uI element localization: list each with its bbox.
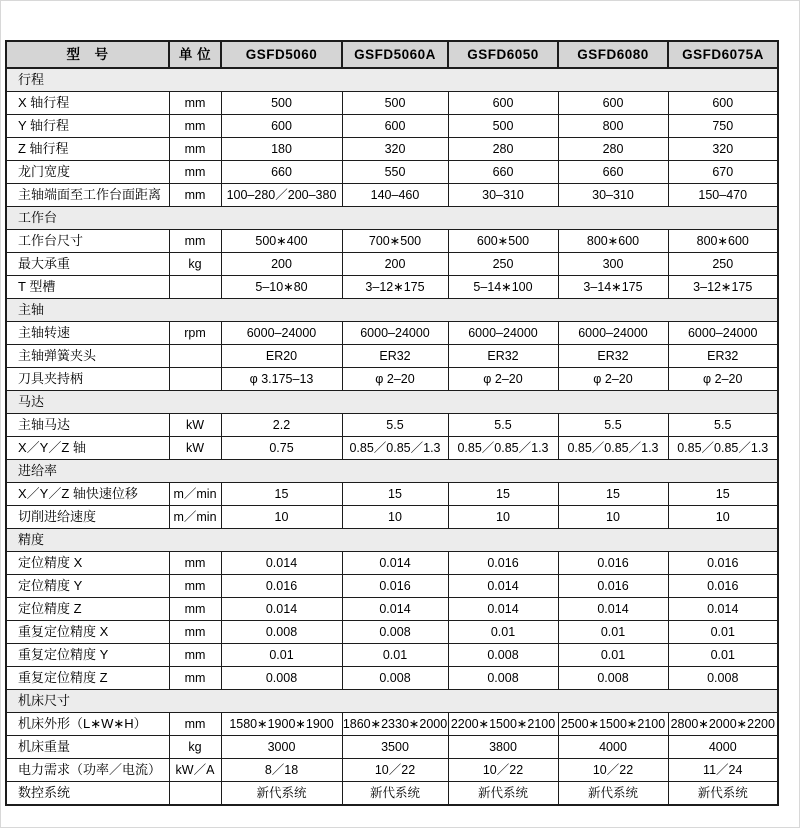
spec-row — [6, 759, 778, 782]
section-title: 机床尺寸 — [6, 690, 778, 713]
unit-cell: kW — [169, 414, 221, 437]
value-cell: 2500∗1500∗2100 — [558, 713, 668, 736]
value-cell: 600 — [221, 115, 342, 138]
row-label: 主轴弹簧夹头 — [6, 345, 169, 368]
value-cell: 2200∗1500∗2100 — [448, 713, 558, 736]
row-label: 电力需求（功率／电流） — [6, 759, 169, 782]
value-cell: 660 — [221, 161, 342, 184]
spec-row — [6, 414, 778, 437]
row-label: X／Y／Z 轴 — [6, 437, 169, 460]
section-title: 进给率 — [6, 460, 778, 483]
unit-cell: mm — [169, 667, 221, 690]
value-cell: 140–460 — [342, 184, 448, 207]
value-cell: 10 — [668, 506, 778, 529]
spec-row — [6, 253, 778, 276]
value-cell: 6000–24000 — [558, 322, 668, 345]
value-cell: 4000 — [558, 736, 668, 759]
spec-table-body — [6, 41, 778, 805]
value-cell: 0.008 — [221, 621, 342, 644]
value-cell: 2.2 — [221, 414, 342, 437]
value-cell: 180 — [221, 138, 342, 161]
value-cell: 5.5 — [342, 414, 448, 437]
section-header-row — [6, 391, 778, 414]
row-label: 工作台尺寸 — [6, 230, 169, 253]
value-cell: 0.85／0.85／1.3 — [668, 437, 778, 460]
unit-cell: mm — [169, 161, 221, 184]
row-label: 定位精度 Y — [6, 575, 169, 598]
row-label: 最大承重 — [6, 253, 169, 276]
spec-row — [6, 184, 778, 207]
value-cell: 280 — [448, 138, 558, 161]
value-cell: 0.008 — [221, 667, 342, 690]
value-cell: 600 — [342, 115, 448, 138]
value-cell: 5.5 — [558, 414, 668, 437]
value-cell: ER20 — [221, 345, 342, 368]
value-cell: 0.014 — [448, 575, 558, 598]
value-cell: 600 — [668, 92, 778, 115]
spec-row — [6, 345, 778, 368]
row-label: 数控系统 — [6, 782, 169, 806]
section-title: 工作台 — [6, 207, 778, 230]
value-cell: 0.008 — [448, 644, 558, 667]
value-cell: 3500 — [342, 736, 448, 759]
section-header-row — [6, 529, 778, 552]
unit-cell: mm — [169, 575, 221, 598]
value-cell: 0.01 — [221, 644, 342, 667]
spec-row — [6, 736, 778, 759]
unit-cell: rpm — [169, 322, 221, 345]
value-cell: 0.014 — [668, 598, 778, 621]
value-cell: 3800 — [448, 736, 558, 759]
unit-cell — [169, 782, 221, 806]
value-cell: 320 — [668, 138, 778, 161]
value-cell: φ 2–20 — [558, 368, 668, 391]
value-cell: 660 — [448, 161, 558, 184]
spec-row — [6, 667, 778, 690]
value-cell: 0.016 — [558, 575, 668, 598]
unit-cell: kW／A — [169, 759, 221, 782]
value-cell: 0.014 — [221, 552, 342, 575]
row-label: 重复定位精度 Z — [6, 667, 169, 690]
value-cell: 320 — [342, 138, 448, 161]
value-cell: 0.008 — [342, 621, 448, 644]
row-label: 定位精度 X — [6, 552, 169, 575]
value-cell: ER32 — [342, 345, 448, 368]
section-title: 精度 — [6, 529, 778, 552]
value-cell: 600∗500 — [448, 230, 558, 253]
value-cell: 0.016 — [221, 575, 342, 598]
value-cell: 0.008 — [668, 667, 778, 690]
unit-cell: mm — [169, 115, 221, 138]
spec-row — [6, 713, 778, 736]
value-cell: 0.016 — [342, 575, 448, 598]
unit-cell: mm — [169, 138, 221, 161]
value-cell: ER32 — [448, 345, 558, 368]
value-cell: 0.01 — [342, 644, 448, 667]
value-cell: 1580∗1900∗1900 — [221, 713, 342, 736]
value-cell: 15 — [668, 483, 778, 506]
row-label: 重复定位精度 Y — [6, 644, 169, 667]
row-label: T 型槽 — [6, 276, 169, 299]
spec-row — [6, 92, 778, 115]
value-cell: φ 2–20 — [668, 368, 778, 391]
value-cell: 250 — [668, 253, 778, 276]
value-cell: 6000–24000 — [668, 322, 778, 345]
row-label: 主轴端面至工作台面距离 — [6, 184, 169, 207]
value-cell: 0.014 — [558, 598, 668, 621]
value-cell: 6000–24000 — [342, 322, 448, 345]
section-header-row — [6, 460, 778, 483]
spec-row — [6, 621, 778, 644]
value-cell: 10／22 — [342, 759, 448, 782]
value-cell: 3000 — [221, 736, 342, 759]
unit-cell — [169, 368, 221, 391]
value-cell: 0.014 — [448, 598, 558, 621]
value-cell: 10 — [448, 506, 558, 529]
value-cell: 0.016 — [558, 552, 668, 575]
value-cell: 15 — [342, 483, 448, 506]
row-label: Z 轴行程 — [6, 138, 169, 161]
unit-cell: m／min — [169, 506, 221, 529]
value-cell: 300 — [558, 253, 668, 276]
value-cell: 200 — [342, 253, 448, 276]
spec-row — [6, 368, 778, 391]
value-cell: 0.01 — [448, 621, 558, 644]
spec-row — [6, 483, 778, 506]
spec-row — [6, 644, 778, 667]
value-cell: 10 — [221, 506, 342, 529]
value-cell: 800∗600 — [558, 230, 668, 253]
unit-cell: mm — [169, 621, 221, 644]
model-name-header: GSFD6080 — [558, 41, 668, 68]
model-name-header: GSFD6050 — [448, 41, 558, 68]
value-cell: φ 2–20 — [342, 368, 448, 391]
value-cell: 0.85／0.85／1.3 — [448, 437, 558, 460]
row-label: 刀具夹持柄 — [6, 368, 169, 391]
spec-row — [6, 782, 778, 806]
row-label: 机床外形（L∗W∗H） — [6, 713, 169, 736]
value-cell: 6000–24000 — [221, 322, 342, 345]
row-label: 主轴马达 — [6, 414, 169, 437]
value-cell: 11／24 — [668, 759, 778, 782]
model-name-header: GSFD6075A — [668, 41, 778, 68]
value-cell: 6000–24000 — [448, 322, 558, 345]
spec-row — [6, 575, 778, 598]
unit-cell: kg — [169, 736, 221, 759]
row-label: 机床重量 — [6, 736, 169, 759]
value-cell: 5–14∗100 — [448, 276, 558, 299]
row-label: 主轴转速 — [6, 322, 169, 345]
value-cell: 700∗500 — [342, 230, 448, 253]
value-cell: 660 — [558, 161, 668, 184]
section-title: 主轴 — [6, 299, 778, 322]
value-cell: 30–310 — [558, 184, 668, 207]
value-cell: 4000 — [668, 736, 778, 759]
value-cell: 500 — [221, 92, 342, 115]
unit-cell: mm — [169, 552, 221, 575]
spec-row — [6, 598, 778, 621]
section-header-row — [6, 68, 778, 92]
value-cell: 500 — [448, 115, 558, 138]
unit-cell: mm — [169, 713, 221, 736]
value-cell: 800∗600 — [668, 230, 778, 253]
value-cell: 500 — [342, 92, 448, 115]
value-cell: 200 — [221, 253, 342, 276]
value-cell: 600 — [448, 92, 558, 115]
value-cell: 8／18 — [221, 759, 342, 782]
unit-cell: m／min — [169, 483, 221, 506]
spec-row — [6, 276, 778, 299]
value-cell: ER32 — [558, 345, 668, 368]
section-header-row — [6, 299, 778, 322]
unit-column-header: 单 位 — [169, 41, 221, 68]
value-cell: 10／22 — [448, 759, 558, 782]
row-label: X 轴行程 — [6, 92, 169, 115]
value-cell: 750 — [668, 115, 778, 138]
spec-row — [6, 322, 778, 345]
value-cell: 250 — [448, 253, 558, 276]
value-cell: 15 — [558, 483, 668, 506]
unit-cell — [169, 345, 221, 368]
value-cell: 0.016 — [448, 552, 558, 575]
value-cell: 600 — [558, 92, 668, 115]
value-cell: 0.008 — [448, 667, 558, 690]
row-label: Y 轴行程 — [6, 115, 169, 138]
value-cell: 0.008 — [342, 667, 448, 690]
spec-row — [6, 230, 778, 253]
value-cell: 0.016 — [668, 552, 778, 575]
value-cell: 0.016 — [668, 575, 778, 598]
section-title: 马达 — [6, 391, 778, 414]
value-cell: 5.5 — [668, 414, 778, 437]
value-cell: 10 — [342, 506, 448, 529]
unit-cell: kW — [169, 437, 221, 460]
value-cell: 0.75 — [221, 437, 342, 460]
value-cell: 2800∗2000∗2200 — [668, 713, 778, 736]
spec-row — [6, 115, 778, 138]
model-column-header: 型 号 — [6, 41, 169, 68]
value-cell: 0.85／0.85／1.3 — [342, 437, 448, 460]
unit-cell — [169, 276, 221, 299]
value-cell: 0.014 — [342, 598, 448, 621]
value-cell: φ 2–20 — [448, 368, 558, 391]
unit-cell: mm — [169, 644, 221, 667]
spec-row — [6, 437, 778, 460]
value-cell: φ 3.175–13 — [221, 368, 342, 391]
section-header-row — [6, 690, 778, 713]
spec-row — [6, 161, 778, 184]
model-name-header: GSFD5060 — [221, 41, 342, 68]
value-cell: 30–310 — [448, 184, 558, 207]
machine-spec-table — [5, 40, 779, 806]
model-name-header: GSFD5060A — [342, 41, 448, 68]
column-header-row — [6, 41, 778, 68]
value-cell: 150–470 — [668, 184, 778, 207]
value-cell: 0.01 — [558, 621, 668, 644]
unit-cell: mm — [169, 230, 221, 253]
value-cell: 550 — [342, 161, 448, 184]
value-cell: 3–12∗175 — [342, 276, 448, 299]
row-label: 重复定位精度 X — [6, 621, 169, 644]
value-cell: 670 — [668, 161, 778, 184]
unit-cell: mm — [169, 184, 221, 207]
unit-cell: mm — [169, 92, 221, 115]
value-cell: 280 — [558, 138, 668, 161]
value-cell: 0.85／0.85／1.3 — [558, 437, 668, 460]
value-cell: 新代系统 — [221, 782, 342, 806]
value-cell: 500∗400 — [221, 230, 342, 253]
value-cell: 100–280／200–380 — [221, 184, 342, 207]
unit-cell: kg — [169, 253, 221, 276]
value-cell: 0.014 — [342, 552, 448, 575]
value-cell: 5–10∗80 — [221, 276, 342, 299]
value-cell: 1860∗2330∗2000 — [342, 713, 448, 736]
section-header-row — [6, 207, 778, 230]
value-cell: 新代系统 — [558, 782, 668, 806]
value-cell: ER32 — [668, 345, 778, 368]
value-cell: 15 — [221, 483, 342, 506]
unit-cell: mm — [169, 598, 221, 621]
value-cell: 0.008 — [558, 667, 668, 690]
value-cell: 5.5 — [448, 414, 558, 437]
value-cell: 10 — [558, 506, 668, 529]
row-label: X／Y／Z 轴快速位移 — [6, 483, 169, 506]
section-title: 行程 — [6, 68, 778, 92]
value-cell: 15 — [448, 483, 558, 506]
value-cell: 0.014 — [221, 598, 342, 621]
value-cell: 0.01 — [668, 644, 778, 667]
value-cell: 800 — [558, 115, 668, 138]
row-label: 龙门宽度 — [6, 161, 169, 184]
spec-row — [6, 138, 778, 161]
spec-row — [6, 552, 778, 575]
value-cell: 新代系统 — [448, 782, 558, 806]
value-cell: 3–14∗175 — [558, 276, 668, 299]
spec-row — [6, 506, 778, 529]
value-cell: 10／22 — [558, 759, 668, 782]
value-cell: 新代系统 — [668, 782, 778, 806]
value-cell: 0.01 — [668, 621, 778, 644]
row-label: 切削进给速度 — [6, 506, 169, 529]
value-cell: 0.01 — [558, 644, 668, 667]
value-cell: 3–12∗175 — [668, 276, 778, 299]
value-cell: 新代系统 — [342, 782, 448, 806]
row-label: 定位精度 Z — [6, 598, 169, 621]
